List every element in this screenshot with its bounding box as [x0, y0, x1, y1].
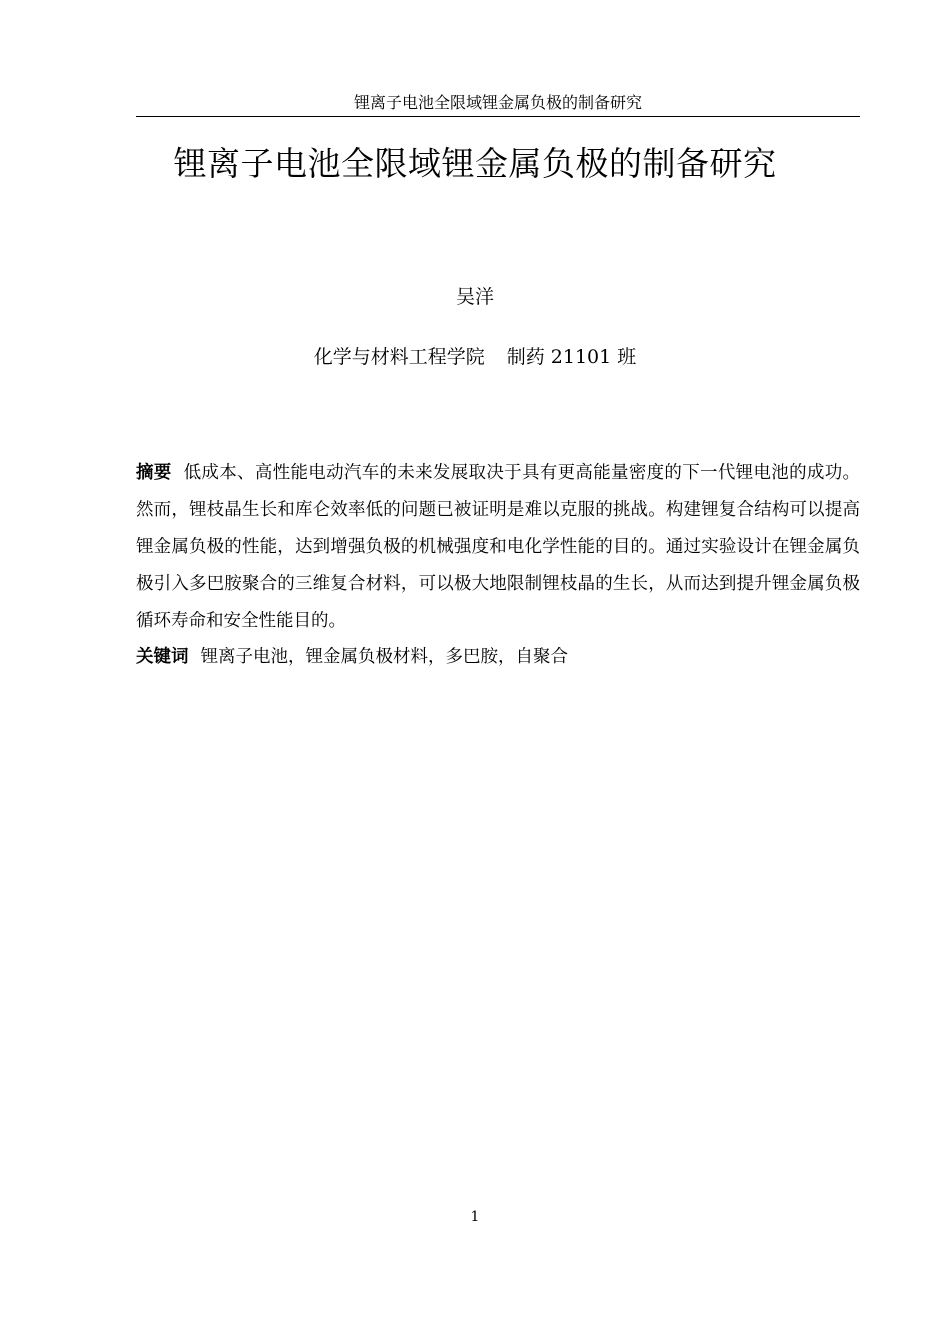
running-header-title: 锂离子电池全限域锂金属负极的制备研究 — [353, 93, 642, 112]
page-number: 1 — [470, 1209, 480, 1225]
author-affiliation — [0, 344, 950, 370]
paper-title: 锂离子电池全限域锂金属负极的制备研究 — [173, 144, 777, 183]
keywords-text: 锂离子电池，锂金属负极材料，多巴胺，自聚合 — [200, 647, 568, 667]
affiliation-class: 制药 21101 班 — [506, 346, 637, 368]
author-name: 吴洋 — [455, 286, 494, 308]
abstract-section — [136, 455, 860, 640]
abstract-label: 摘要 — [136, 463, 172, 483]
keywords-label: 关键词 — [136, 647, 189, 667]
affiliation-school: 化学与材料工程学院 — [313, 346, 485, 368]
keywords-section — [136, 642, 860, 672]
running-header — [136, 92, 860, 117]
abstract-text: 低成本、高性能电动汽车的未来发展取决于具有更高能量密度的下一代锂电池的成功。然而，锂枝晶生长和库仑效率低的问题已被证明是难以克服的挑战。构建锂复合结构可以提高锂金属负极的性能，达到增强负极的机械强度和电化学性能的目的。通过实验设计在锂金属负极引入多巴胺聚合的三维复合材料，可以极大地限制锂枝晶的生长，从而达到提升锂金属负极循环寿命和安全性能目的。 — [136, 463, 861, 631]
